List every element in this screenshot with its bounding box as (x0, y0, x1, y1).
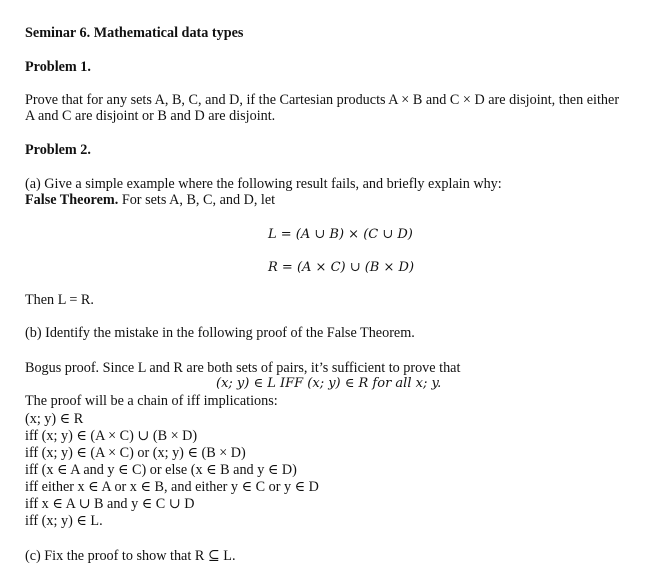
chain-step: iff (x; y) ∈ L. (25, 513, 103, 529)
problem-1-text-line-2: A and C are disjoint or B and D are disjoint. (25, 108, 276, 124)
equation-l: L = (A ∪ B) × (C ∪ D) (268, 227, 413, 242)
chain-intro: The proof will be a chain of iff implications: (25, 393, 278, 409)
problem-1-heading: Problem 1. (25, 59, 91, 75)
part-b-text: (b) Identify the mistake in the following proof of the False Theorem. (25, 325, 415, 341)
chain-step: iff (x ∈ A and y ∈ C) or else (x ∈ B and y ∈ D) (25, 462, 297, 478)
false-theorem-line (25, 192, 275, 208)
bogus-proof-intro: Bogus proof. Since L and R are both sets of pairs, it’s sufficient to prove that (25, 360, 461, 376)
chain-step: iff x ∈ A ∪ B and y ∈ C ∪ D (25, 496, 195, 512)
page-title: Seminar 6. Mathematical data types (25, 25, 244, 41)
equation-r: R = (A × C) ∪ (B × D) (268, 260, 415, 275)
part-a-text: (a) Give a simple example where the following result fails, and briefly explain why: (25, 176, 502, 192)
bogus-proof-claim: (x; y) ∈ L IFF (x; y) ∈ R for all x; y. (216, 376, 442, 391)
problem-1-text-line-1: Prove that for any sets A, B, C, and D, if the Cartesian products A × B and C × D are disjoint, then either (25, 92, 620, 108)
then-statement: Then L = R. (25, 292, 94, 308)
part-c-text: (c) Fix the proof to show that R ⊆ L. (25, 548, 236, 564)
chain-step: iff (x; y) ∈ (A × C) ∪ (B × D) (25, 428, 198, 444)
false-theorem-text: For sets A, B, C, and D, let (118, 192, 276, 208)
chain-step: iff (x; y) ∈ (A × C) or (x; y) ∈ (B × D) (25, 445, 246, 461)
problem-2-heading: Problem 2. (25, 142, 91, 158)
false-theorem-label: False Theorem. (25, 192, 119, 208)
chain-step: (x; y) ∈ R (25, 411, 84, 427)
chain-step: iff either x ∈ A or x ∈ B, and either y ∈ C or y ∈ D (25, 479, 319, 495)
